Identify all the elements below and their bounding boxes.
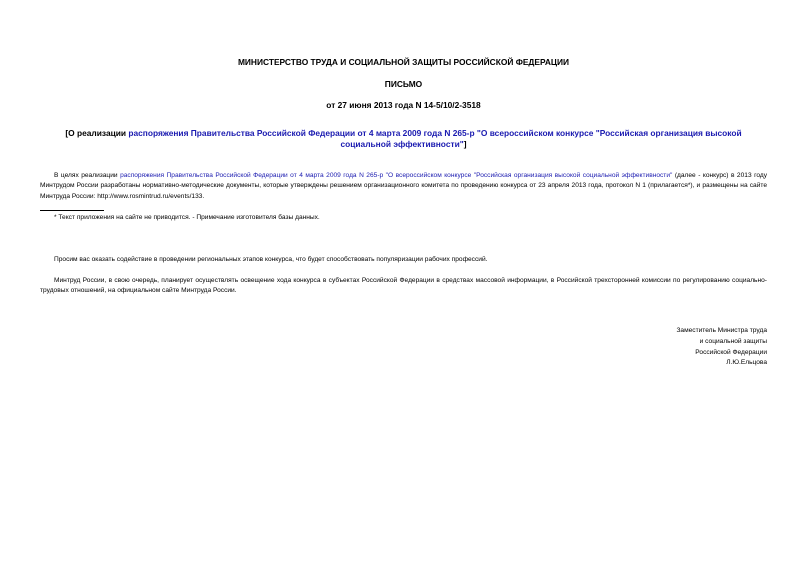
- paragraph-2: Просим вас оказать содействие в проведении региональных этапов конкурса, что будет способствовать популяризации рабочих профессий.: [54, 256, 488, 263]
- footnote: * Текст приложения на сайте не приводится. - Примечание изготовителя базы данных.: [54, 214, 320, 221]
- signature-position-line-1: Заместитель Министра труда: [676, 327, 767, 334]
- document-date-number: от 27 июня 2013 года N 14-5/10/2-3518: [326, 100, 481, 110]
- title-prefix: [О реализации: [65, 128, 129, 138]
- ministry-heading: МИНИСТЕРСТВО ТРУДА И СОЦИАЛЬНОЙ ЗАЩИТЫ РОССИЙСКОЙ ФЕДЕРАЦИИ: [237, 57, 570, 67]
- paragraph-1-start: В целях реализации: [54, 172, 121, 179]
- paragraph-3: Минтруд России, в свою очередь, планирует осуществлять освещение хода конкурса в субъектах Российской Федерации в средствах массовой информации, в Российской трехсторонней комиссии по регулированию социально-трудовых отношений, на официальном сайте Минтруда России.: [40, 277, 767, 295]
- signature-name: Л.Ю.Ельцова: [726, 359, 767, 367]
- document-title: [40, 128, 767, 150]
- title-suffix: ]: [463, 139, 467, 149]
- signature-block: [676, 326, 767, 369]
- paragraph-1-end: (далее - конкурс) в 2013 году Минтрудом России разработаны нормативно-методические документы, которые утверждены решением организационного комитета по проведению конкурса от 23 апреля 2013 года, протокол N 1 (прилагается*), и размещены на сайте Минтруда России: http://www.rosmintrud.ru/events/133.: [40, 172, 768, 200]
- title-link[interactable]: распоряжения Правительства Российской Федерации от 4 марта 2009 года N 265-р "О всероссийском конкурсе "Российская организация высокой социальной эффективности": [128, 128, 742, 149]
- signature-position-line-2: и социальной защиты: [699, 337, 767, 345]
- paragraph-1-link[interactable]: распоряжения Правительства Российской Федерации от 4 марта 2009 года N 265-р "О всероссийском конкурсе "Российская организация высокой социальной эффективности": [120, 172, 673, 179]
- document-type: ПИСЬМО: [384, 79, 423, 89]
- signature-position-line-3: Российской Федерации: [695, 348, 767, 356]
- footnote-divider: [40, 210, 104, 211]
- paragraph-1: [40, 171, 767, 202]
